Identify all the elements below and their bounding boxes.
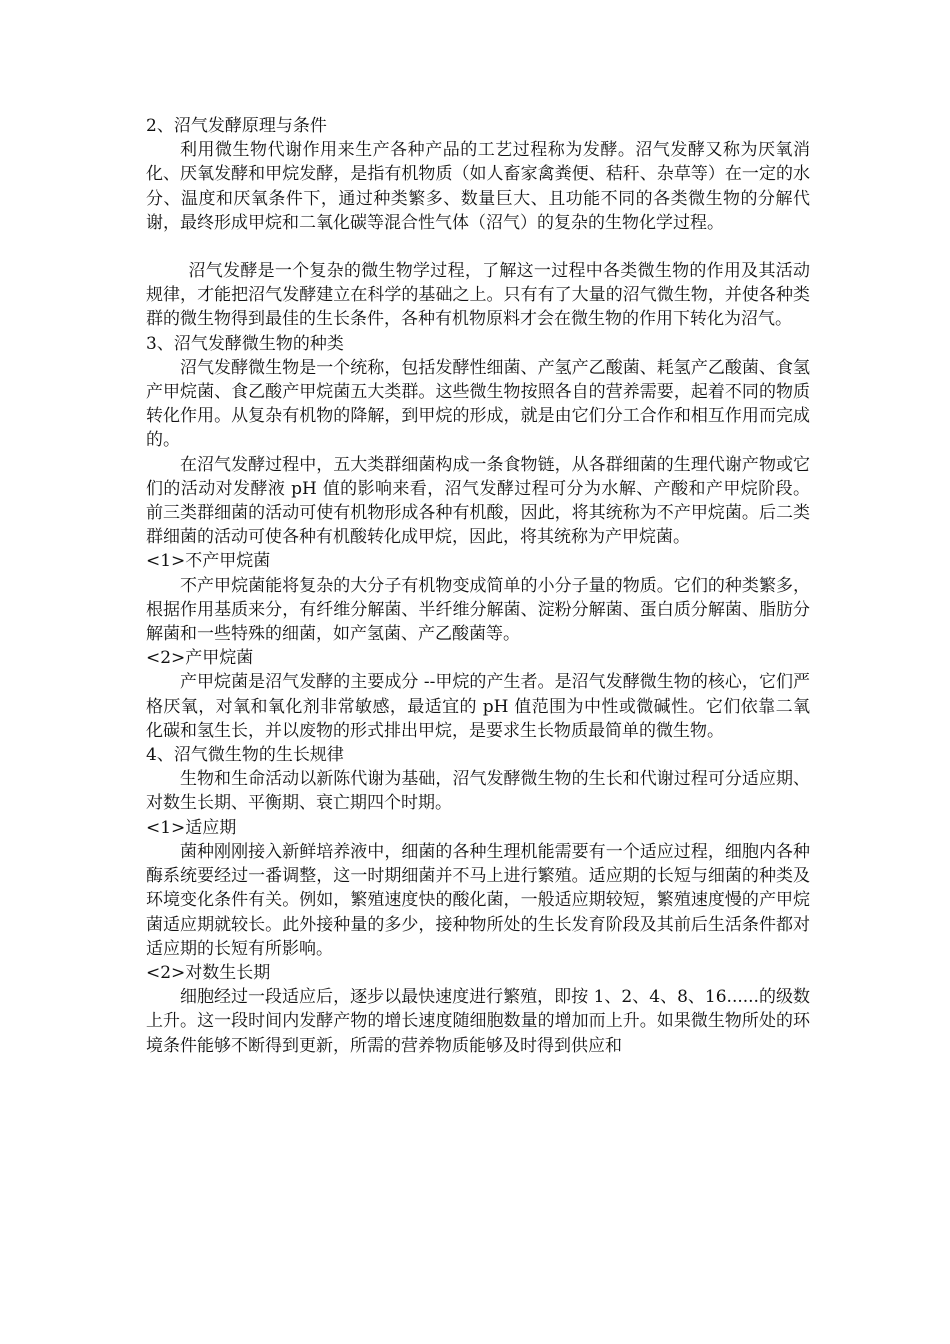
paragraph-microbial-process: 沼气发酵是一个复杂的微生物学过程，了解这一过程中各类微生物的作用及其活动规律，才能把沼气发酵建立在科学的基础之上。只有有了大量的沼气微生物，并使各种类群的微生物得到最佳的生长条件，各种有机物原料才会在微生物的作用下转化为沼气。 — [146, 261, 810, 330]
paragraph-lag-phase: 菌种刚刚接入新鲜培养液中，细菌的各种生理机能需要有一个适应过程，细胞内各种酶系统要经过一番调整，这一时期细菌并不马上进行繁殖。适应期的长短与细菌的种类及环境变化条件有关。例如，繁殖速度快的酸化菌，一般适应期较短，繁殖速度慢的产甲烷菌适应期就较长。此外接种量的多少，接种物所处的生长发育阶段及其前后生活条件都对适应期的长短有所影响。 — [146, 841, 810, 959]
paragraph-microbe-groups: 沼气发酵微生物是一个统称，包括发酵性细菌、产氢产乙酸菌、耗氢产乙酸菌、食氢产甲烷菌、食乙酸产甲烷菌五大类群。这些微生物按照各自的营养需要，起着不同的物质转化作用。从复杂有机物的降解，到甲烷的形成，就是由它们分工合作和相互作用而完成的。 — [146, 357, 810, 451]
section-heading-3: 3、沼气发酵微生物的种类 — [146, 333, 344, 354]
paragraph-log-phase: 细胞经过一段适应后，逐步以最快速度进行繁殖，即按 1、2、4、8、16......的级数上升。这一段时间内发酵产物的增长速度随细胞数量的增加而上升。如果微生物所处的环境条件能够不断得到更新，所需的营养物质能够及时得到供应和 — [146, 987, 810, 1056]
subheading-lag-phase: <1>适应期 — [146, 817, 237, 838]
document-page — [146, 114, 810, 1058]
subheading-log-phase: <2>对数生长期 — [146, 962, 271, 983]
paragraph-food-chain: 在沼气发酵过程中，五大类群细菌构成一条食物链，从各群细菌的生理代谢产物或它们的活动对发酵液 pH 值的影响来看，沼气发酵过程可分为水解、产酸和产甲烷阶段。前三类群细菌的活动可使有机物形成各种有机酸，因此，将其统称为不产甲烷菌。后二类群细菌的活动可使各种有机酸转化成甲烷，因此，将其统称为产甲烷菌。 — [146, 454, 810, 548]
section-heading-4: 4、沼气微生物的生长规律 — [146, 745, 344, 766]
paragraph-fermentation-definition: 利用微生物代谢作用来生产各种产品的工艺过程称为发酵。沼气发酵又称为厌氧消化、厌氧发酵和甲烷发酵，是指有机物质（如人畜家禽粪便、秸秆、杂草等）在一定的水分、温度和厌氧条件下，通过种类繁多、数量巨大、且功能不同的各类微生物的分解代谢，最终形成甲烷和二氧化碳等混合性气体（沼气）的复杂的生物化学过程。 — [146, 140, 810, 233]
subheading-non-methanogens: <1>不产甲烷菌 — [146, 551, 271, 572]
paragraph-non-methanogens: 不产甲烷菌能将复杂的大分子有机物变成简单的小分子量的物质。它们的种类繁多，根据作用基质来分，有纤维分解菌、半纤维分解菌、淀粉分解菌、蛋白质分解菌、脂肪分解菌和一些特殊的细菌，如产氢菌、产乙酸菌等。 — [146, 575, 810, 645]
subheading-methanogens: <2>产甲烷菌 — [146, 648, 254, 669]
blank-line — [146, 235, 810, 259]
paragraph-methanogens: 产甲烷菌是沼气发酵的主要成分 --甲烷的产生者。是沼气发酵微生物的核心，它们严格厌氧，对氧和氧化剂非常敏感，最适宜的 pH 值范围为中性或微碱性。它们依靠二氧化碳和氢生长，并以废物的形式排出甲烷，是要求生长物质最简单的微生物。 — [146, 672, 810, 741]
section-heading-2: 2、沼气发酵原理与条件 — [146, 116, 327, 136]
paragraph-growth-phases: 生物和生命活动以新陈代谢为基础，沼气发酵微生物的生长和代谢过程可分适应期、对数生长期、平衡期、衰亡期四个时期。 — [146, 769, 810, 814]
